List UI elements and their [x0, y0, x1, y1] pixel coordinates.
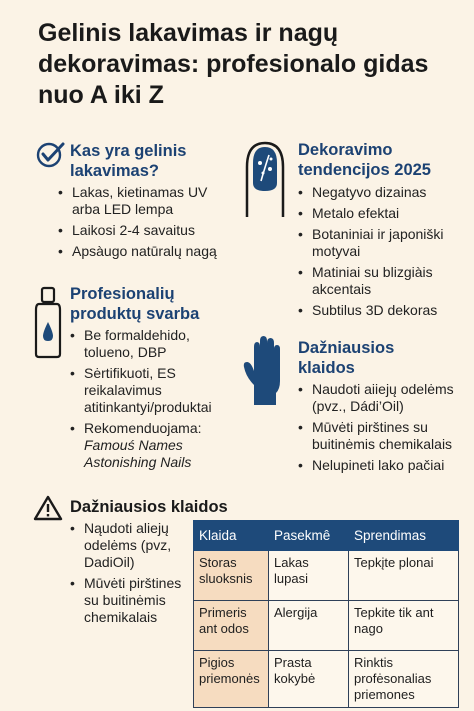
warning-icon — [33, 494, 63, 522]
table-cell: Primeris ant odos — [194, 601, 269, 651]
bullet-list — [298, 184, 463, 323]
table-cell: Tepkite tik ant nago — [349, 601, 459, 651]
list-item: • Lakas, kietinamas UV arba LED lempa — [58, 184, 238, 218]
bullet-list — [298, 381, 463, 478]
list-item: • Matiniai su blizgiàis akcentais — [298, 264, 463, 298]
table-row — [194, 651, 459, 708]
list-item: • Botaniniai ir japoniški motyvai — [298, 226, 463, 260]
list-item: • Naudoti aiiejų odelėms (pvz., Dádi’Oil) — [298, 381, 463, 415]
section-heading: Dažniausios klaidos — [298, 339, 395, 377]
table-row — [194, 601, 459, 651]
list-item-recommendation — [70, 420, 240, 471]
page-title: Gelinis lakavimas ir nagų dekoravimas: profesionalo gidas nuo A iki Z — [38, 19, 429, 109]
table-cell: Alergija — [269, 601, 349, 651]
bullet-list — [58, 184, 238, 264]
column-header: Pasekmê — [269, 521, 349, 551]
list-item: • Sėrtifikuoti, ES reikalavimus atitinkantyi/produktai — [70, 365, 240, 416]
list-item: • Metalo efektai — [298, 205, 463, 222]
list-item: • Apsàugo natūralų nagą — [58, 243, 238, 260]
list-item: • Be formaldehido, tolueno, DBP — [70, 327, 240, 361]
list-item: • Nąudoti aliejų odelėms (pvz, DadiOil) — [70, 520, 188, 571]
list-item: • Mūvėti pirštines su buitinėmis chemikalais — [70, 575, 188, 626]
section-heading: Profesionalių produktų svarba — [70, 285, 200, 323]
section-heading: Kas yra gelinis lakavimas? — [70, 142, 187, 180]
mistakes-table — [193, 520, 459, 708]
glove-icon — [242, 333, 290, 405]
column-header: Sprendimas — [349, 521, 459, 551]
list-item: • Subtilus 3D dekoras — [298, 302, 463, 319]
checkmark-icon — [36, 140, 66, 168]
list-item: • Nelupineti lako pačiai — [298, 457, 463, 474]
section-heading: Dekoravimo tendencijos 2025 — [298, 141, 431, 179]
brand-name-line: Astonishing Nails — [84, 454, 192, 470]
table-header-row — [194, 521, 459, 551]
table-cell: Lakas lupasi — [269, 551, 349, 601]
list-item: • Mūvėti pirštines su buitinėmis chemikalais — [298, 419, 463, 453]
list-item: • Laikosi 2-4 savaitus — [58, 222, 238, 239]
brand-name-line: Famouś Names — [84, 437, 183, 453]
table-row — [194, 551, 459, 601]
table-cell: Prasta kokybė — [269, 651, 349, 708]
nail-art-icon — [243, 137, 287, 217]
bullet-list — [70, 327, 240, 475]
table-cell: Rinktis profėsonalias priemones — [349, 651, 459, 708]
table-cell: Storas sluoksnis — [194, 551, 269, 601]
table-cell: Pigios priemonės — [194, 651, 269, 708]
bottle-icon — [33, 286, 63, 360]
recommend-label: Rekomenduojama: — [84, 420, 202, 436]
table-cell: Tepkįte plonai — [349, 551, 459, 601]
list-item: • Negatyvo dizainas — [298, 184, 463, 201]
bullet-list — [70, 520, 188, 630]
column-header: Klaida — [194, 521, 269, 551]
section-heading: Dažniausios klaidos — [70, 498, 228, 516]
